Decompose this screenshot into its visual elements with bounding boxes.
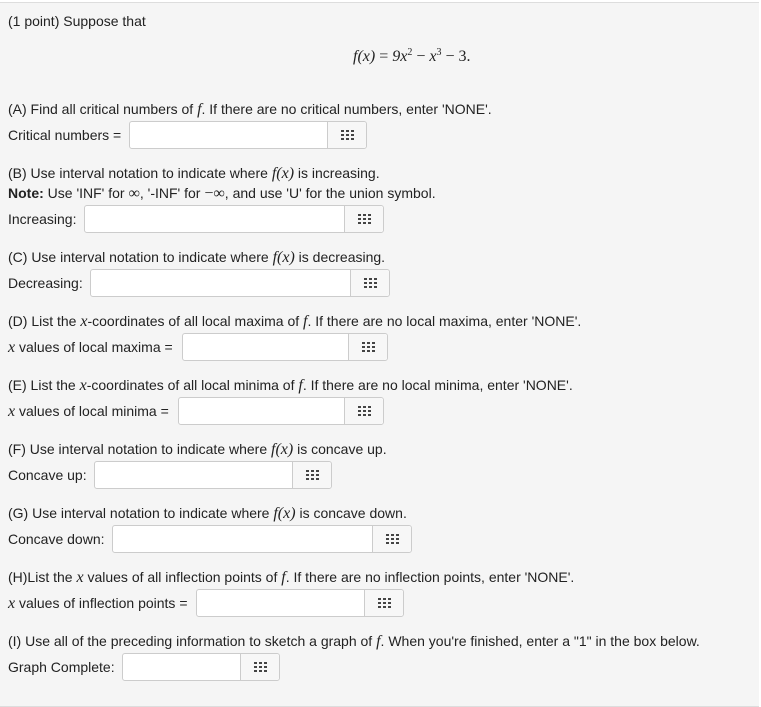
critical-numbers-label: Critical numbers = bbox=[8, 127, 122, 143]
grid-icon bbox=[358, 214, 371, 224]
equation-palette-button[interactable] bbox=[348, 334, 387, 360]
math-infinity: ∞ bbox=[128, 185, 140, 202]
increasing-label: Increasing: bbox=[8, 211, 77, 227]
grid-icon bbox=[306, 470, 319, 480]
question-d bbox=[8, 313, 581, 331]
question-a bbox=[8, 101, 492, 119]
grid-icon bbox=[254, 662, 267, 672]
question-g-text: (G) Use interval notation to indicate where bbox=[8, 505, 274, 521]
graph-complete-label: Graph Complete: bbox=[8, 659, 115, 675]
note-text-3: , and use 'U' for the union symbol. bbox=[224, 185, 436, 201]
equation-palette-button[interactable] bbox=[292, 462, 331, 488]
math-fx: f(x) bbox=[271, 165, 295, 182]
eq-term1: 9x bbox=[392, 48, 408, 65]
question-h bbox=[8, 569, 574, 587]
critical-numbers-field bbox=[129, 121, 367, 149]
graph-complete-field bbox=[122, 653, 280, 681]
eq-exp1: 2 bbox=[407, 47, 413, 58]
equation-palette-button[interactable] bbox=[240, 654, 279, 680]
increasing-input[interactable] bbox=[85, 206, 345, 232]
concave-down-label: Concave down: bbox=[8, 531, 105, 547]
question-b-text-2: is increasing. bbox=[294, 165, 380, 181]
function-equation bbox=[353, 47, 471, 66]
math-fx: f(x) bbox=[271, 441, 294, 458]
graph-complete-input[interactable] bbox=[123, 654, 241, 680]
problem-intro: (1 point) Suppose that bbox=[8, 13, 146, 29]
grid-icon bbox=[364, 278, 377, 288]
inflection-points-label bbox=[8, 595, 188, 613]
question-f-text-2: is concave up. bbox=[293, 441, 387, 457]
grid-icon bbox=[341, 130, 354, 140]
local-maxima-field bbox=[182, 333, 388, 361]
grid-icon bbox=[362, 342, 375, 352]
inflection-points-label-text: values of inflection points = bbox=[15, 595, 188, 611]
eq-term3: 3. bbox=[458, 48, 471, 65]
math-f: f bbox=[303, 313, 308, 330]
question-e bbox=[8, 377, 573, 395]
math-fx: f(x) bbox=[273, 505, 296, 522]
eq-exp2: 3 bbox=[436, 47, 442, 58]
inflection-points-input[interactable] bbox=[197, 590, 365, 616]
math-f: f bbox=[376, 633, 381, 650]
question-a-text: (A) Find all critical numbers of bbox=[8, 101, 198, 117]
note-b bbox=[8, 185, 436, 203]
question-i bbox=[8, 633, 700, 651]
math-x: x bbox=[8, 403, 16, 420]
question-a-text-2: . If there are no critical numbers, enter 'NONE'. bbox=[201, 101, 492, 117]
eq-equals: = bbox=[379, 48, 389, 65]
concave-up-label: Concave up: bbox=[8, 467, 87, 483]
note-text-2: , '-INF' for bbox=[139, 185, 205, 201]
grid-icon bbox=[358, 406, 371, 416]
concave-up-input[interactable] bbox=[95, 462, 293, 488]
increasing-field bbox=[84, 205, 384, 233]
inflection-points-field bbox=[196, 589, 404, 617]
question-b-text: (B) Use interval notation to indicate where bbox=[8, 165, 272, 181]
math-x: x bbox=[80, 313, 88, 330]
note-text-1: Use 'INF' for bbox=[43, 185, 129, 201]
question-g-text-2: is concave down. bbox=[295, 505, 407, 521]
equation-palette-button[interactable] bbox=[364, 590, 403, 616]
question-c-text-2: is decreasing. bbox=[294, 249, 386, 265]
question-d-text-3: . If there are no local maxima, enter 'NONE'. bbox=[307, 313, 582, 329]
math-f: f bbox=[281, 569, 286, 586]
decreasing-field bbox=[90, 269, 390, 297]
note-label: Note: bbox=[8, 185, 44, 201]
problem-panel bbox=[0, 2, 759, 707]
question-g bbox=[8, 505, 407, 523]
question-d-text-2: -coordinates of all local maxima of bbox=[87, 313, 304, 329]
grid-icon bbox=[386, 534, 399, 544]
question-c-text: (C) Use interval notation to indicate where bbox=[8, 249, 273, 265]
question-h-text-3: . If there are no inflection points, enter 'NONE'. bbox=[285, 569, 575, 585]
local-maxima-input[interactable] bbox=[183, 334, 349, 360]
question-f bbox=[8, 441, 387, 459]
local-minima-input[interactable] bbox=[179, 398, 345, 424]
eq-term2: x bbox=[429, 48, 437, 65]
local-minima-label-text: values of local minima = bbox=[15, 403, 169, 419]
decreasing-input[interactable] bbox=[91, 270, 351, 296]
question-h-text-2: values of all inflection points of bbox=[83, 569, 282, 585]
equation-palette-button[interactable] bbox=[344, 206, 383, 232]
math-x: x bbox=[8, 339, 16, 356]
question-i-text-2: . When you're finished, enter a "1" in the box below. bbox=[380, 633, 700, 649]
local-maxima-label bbox=[8, 339, 173, 357]
math-x: x bbox=[8, 595, 16, 612]
critical-numbers-input[interactable] bbox=[130, 122, 328, 148]
question-b bbox=[8, 165, 380, 183]
question-e-text-3: . If there are no local minima, enter 'NONE'. bbox=[302, 377, 573, 393]
eq-lhs: f(x) bbox=[353, 48, 376, 65]
question-i-text: (I) Use all of the preceding information to sketch a graph of bbox=[8, 633, 377, 649]
math-f: f bbox=[197, 101, 202, 118]
local-maxima-label-text: values of local maxima = bbox=[15, 339, 173, 355]
local-minima-label bbox=[8, 403, 169, 421]
grid-icon bbox=[378, 598, 391, 608]
math-x: x bbox=[79, 377, 87, 394]
question-f-text: (F) Use interval notation to indicate where bbox=[8, 441, 272, 457]
question-c bbox=[8, 249, 385, 267]
concave-down-input[interactable] bbox=[113, 526, 373, 552]
local-minima-field bbox=[178, 397, 384, 425]
math-fx: f(x) bbox=[272, 249, 295, 266]
decreasing-label: Decreasing: bbox=[8, 275, 83, 291]
math-neg-infinity: −∞ bbox=[204, 185, 225, 202]
eq-minus2: − bbox=[445, 48, 455, 65]
question-e-text: (E) List the bbox=[8, 377, 80, 393]
concave-up-field bbox=[94, 461, 332, 489]
question-d-text: (D) List the bbox=[8, 313, 81, 329]
eq-minus1: − bbox=[416, 48, 426, 65]
concave-down-field bbox=[112, 525, 412, 553]
math-x: x bbox=[76, 569, 84, 586]
equation-palette-button[interactable] bbox=[327, 122, 366, 148]
equation-palette-button[interactable] bbox=[372, 526, 411, 552]
question-h-text: (H)List the bbox=[8, 569, 77, 585]
math-f: f bbox=[298, 377, 303, 394]
equation-palette-button[interactable] bbox=[344, 398, 383, 424]
question-e-text-2: -coordinates of all local minima of bbox=[86, 377, 299, 393]
equation-palette-button[interactable] bbox=[350, 270, 389, 296]
